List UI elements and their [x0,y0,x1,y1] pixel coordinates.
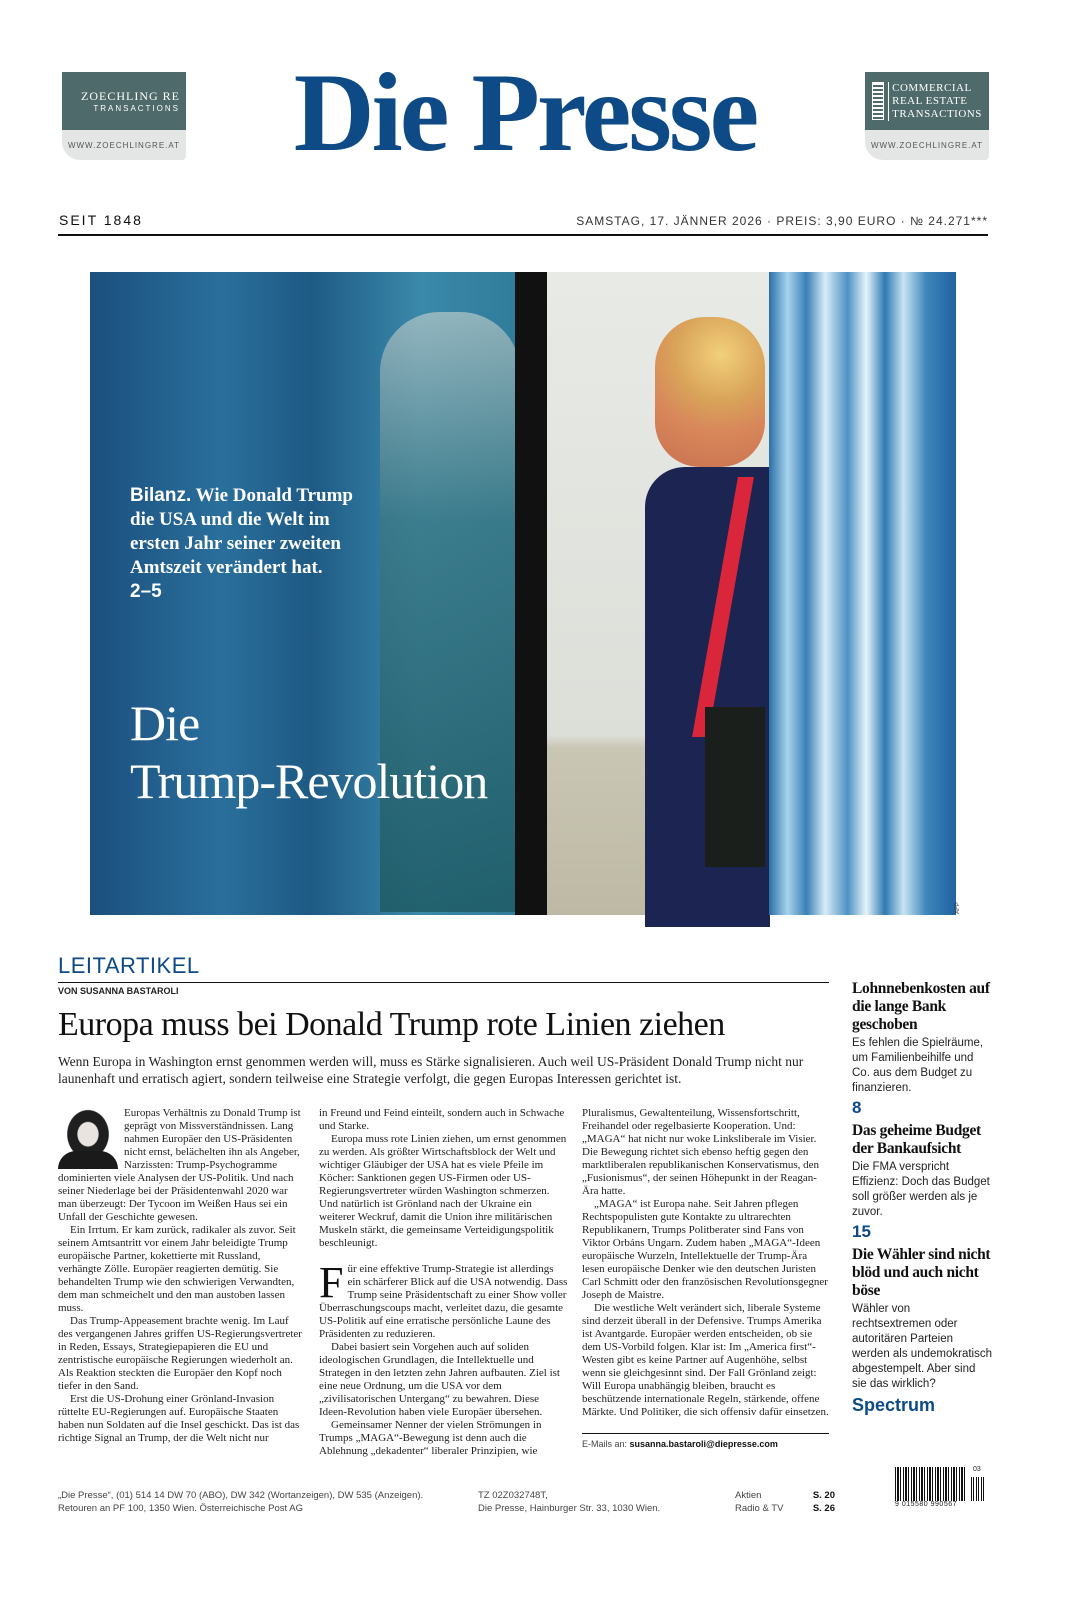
barcode-addon-number: 03 [973,1466,981,1473]
footer-address-line2: Die Presse, Hainburger Str. 33, 1030 Wien. [478,1503,661,1514]
teaser-item[interactable] [852,1122,992,1242]
paragraph: Gemeinsamer Nenner der vielen Strömungen in Trumps „MAGA“-Bewegung ist denn auch die Ablehnung „dekadenter“ liberaler Prinzipien, wie [319,1419,542,1457]
paragraph: Pluralismus, Gewaltenteilung, Wissensfortschritt, Freihandel oder regelbasierte Kooperation. Und: „MAGA“ hat nicht nur woke Linksliberale im Visier. Die Bewegung richtet sich ebenso heftig gegen den marktliberalen republikanischen Konservatismus, den „Fusionismus“, der seinen Höhepunkt in der Reagan-Ära hatte. [582,1107,820,1197]
paragraph: Ein Irrtum. Er kam zurück, radikaler als zuvor. Seit seinem Amtsantritt vor einem Jahr beleidigte Trump europäische Partner, kokettierte mit Russland, verhängte Zölle. Europäer reagierten demütig. Sie behandelten Trump wie den schwierigen Verwandten, dem man schmeichelt und den man austoben lassen muss. [58,1224,296,1314]
teaser-headline: Lohnnebenkosten auf die lange Bank geschoben [852,980,990,1033]
paragraph: Europas Verhältnis zu Donald Trump ist geprägt von Missverständnissen. Lang nahmen Europäer den US-Präsidenten nicht ernst, belächelten ihn als Angeber, Narzissten: Trump-Psychogramme dominierten viele Analysen der US-Politik. Und nach seiner Niederlage bei der Präsidentenwahl 2020 war man überzeugt: Der Tycoon im Weißen Haus sei ein Unfall der Geschichte gewesen. [58,1107,301,1223]
teaser-item[interactable] [852,980,992,1118]
teaser-page: 15 [852,1222,871,1241]
section-label: LEITARTIKEL [58,953,200,978]
hero-title-line1: Die [130,695,200,751]
ad-left-line1: ZOECHLING RE [81,89,180,103]
mirror-frame [515,272,547,915]
index-row[interactable]: Radio & TV S. 26 [735,1503,835,1514]
article-headline[interactable]: Europa muss bei Donald Trump rote Linien ziehen [58,1006,725,1043]
paragraph: Dabei basiert sein Vorgehen auch auf soliden ideologischen Grundlagen, die Intellektuelle und Strategen in den letzten zehn Jahren aufbauten. Ziel ist eine neue Ordnung, um die USA vor dem „zivilisatorischen Untergang“ zu bewahren. Diese Ideen-Revolution haben viele Europäer übersehen. [319,1341,560,1418]
issue-meta: SAMSTAG, 17. JÄNNER 2026 · PREIS: 3,90 EURO · № 24.271*** [576,214,988,228]
hero-image[interactable] [90,272,962,915]
curtain-right [769,272,956,915]
article-column-3 [582,1107,832,1419]
paragraph: Die westliche Welt verändert sich, liberale Systeme sind derzeit überall in der Defensive. Trumps Amerika ist Avantgarde. Europäer werden entscheiden, ob sie dem US-Vorbild folgen. Klar ist: Im „America first“-Westen gibt es keine Partner auf Augenhöhe, selbst wenn sie gleichgesinnt sind. Der Fall Grönland zeigt: Will Europa unabhängig bleiben, braucht es beschützende internationale Regeln, stärkende, offene Märkte. Und Politiker, die sich offensiv dafür einsetzen. [582,1302,829,1418]
ad-right-line2: REAL ESTATE [892,94,968,107]
teaser-page: 8 [852,1098,862,1117]
footer-address-line1: TZ 02Z032748T, [478,1490,548,1501]
footer-contact [58,1489,458,1515]
article-column-1 [58,1107,304,1445]
sidebar-teasers [852,980,992,1416]
ad-left-url: WWW.ZOECHLINGRE.AT [67,140,181,150]
barcode-number: 9 015580 990567 [895,1501,957,1508]
article-dek: Wenn Europa in Washington ernst genommen werden will, muss es Stärke signalisieren. Auch weil US-Präsident Donald Trump nicht nur launenhaft und erratisch agiert, sondern teilweise eine Strategie verfolgt, die gegen Europas Interessen gerichtet ist. [58,1054,804,1086]
hero-title [130,694,487,810]
author-portrait [58,1109,118,1169]
ad-zoechling-right[interactable] [865,72,989,160]
barcode-addon-icon [971,1477,985,1501]
barcode [895,1467,987,1507]
author-email-link[interactable]: susanna.bastaroli@diepresse.com [629,1439,778,1449]
email-rule [582,1433,829,1434]
paragraph: „MAGA“ ist Europa nahe. Seit Jahren pflegen Rechtspopulisten gute Kontakte zu ultrarechten Republikanern, Trumps Politberater sind Fans von Viktor Orbáns Ungarn. Zudem haben „MAGA“-Ideen europäische Wurzeln, Intellektuelle der Trump-Ära lesen europäische Denker wie den deutschen Juristen Carl Schmitt oder den französischen Revolutionsgegner Joseph de Maistre. [582,1198,828,1301]
building-icon [872,82,884,120]
ad-right-url: WWW.ZOECHLINGRE.AT [870,140,984,150]
footer-index [735,1489,835,1515]
teaser-item[interactable] [852,1246,992,1416]
paragraph: Europa muss rote Linien ziehen, um ernst genommen zu werden. Als größter Wirtschaftsblock der Welt und wichtiger Gläubiger der USA hat es viele Pfeile im Köcher: Sanktionen gegen US-Firmen oder US-Regierungsvertreter würden Washington schmerzen. Und natürlich ist Grönland nach der Ukraine ein weiterer Weckruf, damit die Union ihre militärischen Muskeln stärkt, die gemeinsame Verteidigungspolitik beschleunigt. [319,1133,567,1249]
barcode-icon [895,1467,967,1501]
index-row[interactable]: Aktien S. 20 [735,1490,835,1501]
person-figure [645,317,775,917]
teaser-headline: Das geheime Budget der Bankaufsicht [852,1122,981,1157]
mirror-reflection [380,312,520,912]
kicker-pages: 2–5 [130,581,162,602]
footer-contact-line2: Retouren an PF 100, 1350 Wien. Österreichische Post AG [58,1503,304,1514]
footer-contact-line1: „Die Presse“, (01) 514 14 DW 70 (ABO), DW 342 (Wortanzeigen), DW 535 (Anzeigen). [58,1490,424,1501]
byline: VON SUSANNA BASTAROLI [58,986,179,996]
dropcap: F [319,1258,344,1307]
ad-zoechling-left[interactable] [62,72,186,160]
teaser-body: Es fehlen die Spielräume, um Familienbeihilfe und Co. aus dem Budget zu finanzieren. [852,1037,984,1094]
ad-right-line1: COMMERCIAL [892,81,972,94]
since-label: SEIT 1848 [59,212,143,228]
email-label: E-Mails an: [582,1439,628,1449]
photo-credit: AFP [955,902,962,914]
paragraph: Das Trump-Appeasement brachte wenig. Im Lauf des vergangenen Jahres griffen US-Regierungsvertreter in Reden, Essays, Strategiepapieren die EU und zentristische europäische Regierungen wiederholt an. Als Reaktion steckten die Europäer den Kopf noch tiefer in den Sand. [58,1315,302,1392]
footer-address [478,1489,718,1515]
ad-right-line3: TRANSACTIONS [892,107,982,120]
section-rule [58,982,829,983]
kicker-label: Bilanz. [130,485,192,506]
paragraph-dropcap: Für eine effektive Trump-Strategie ist allerdings ein schärferer Blick auf die USA notwendig. Dass Trump seine Präsidentschaft zu einer Show voller Überraschungscoups macht, verleitet dazu, die gesamte US-Politik auf eine erratische persönliche Laune des Präsidenten zu reduzieren. [319,1258,568,1340]
hero-title-line2: Trump-Revolution [130,753,488,809]
hero-kicker [130,484,370,604]
masthead-logo: Die Presse [293,51,757,175]
paragraph: in Freund und Feind einteilt, sondern auch in Schwache und Starke. [319,1107,565,1132]
paragraph: Erst die US-Drohung einer Grönland-Invasion rüttelte EU-Regierungen auf. Europäische Staaten haben nun Soldaten auf die Insel geschickt. Das ist das richtige Signal an Trump, der die Welt nicht nur [58,1393,300,1444]
ad-left-line2: TRANSACTIONS [93,104,180,113]
teaser-section-spectrum: Spectrum [852,1395,936,1415]
teaser-body: Die FMA verspricht Effizienz: Doch das Budget soll größer werden als je zuvor. [852,1161,990,1218]
kicker-text: Wie Donald Trump die USA und die Welt im ersten Jahr seiner zweiten Amtszeit verändert hat. [130,485,353,578]
author-email-line [582,1439,778,1449]
article-column-2 [319,1107,569,1458]
dateline [58,210,988,236]
teaser-body: Wähler von rechtsextremen oder autoritären Parteien werden als undemokratisch abgestempelt. Aber sind sie das wirklich? [852,1303,992,1390]
teaser-headline: Die Wähler sind nicht blöd und auch nicht böse [852,1246,991,1299]
